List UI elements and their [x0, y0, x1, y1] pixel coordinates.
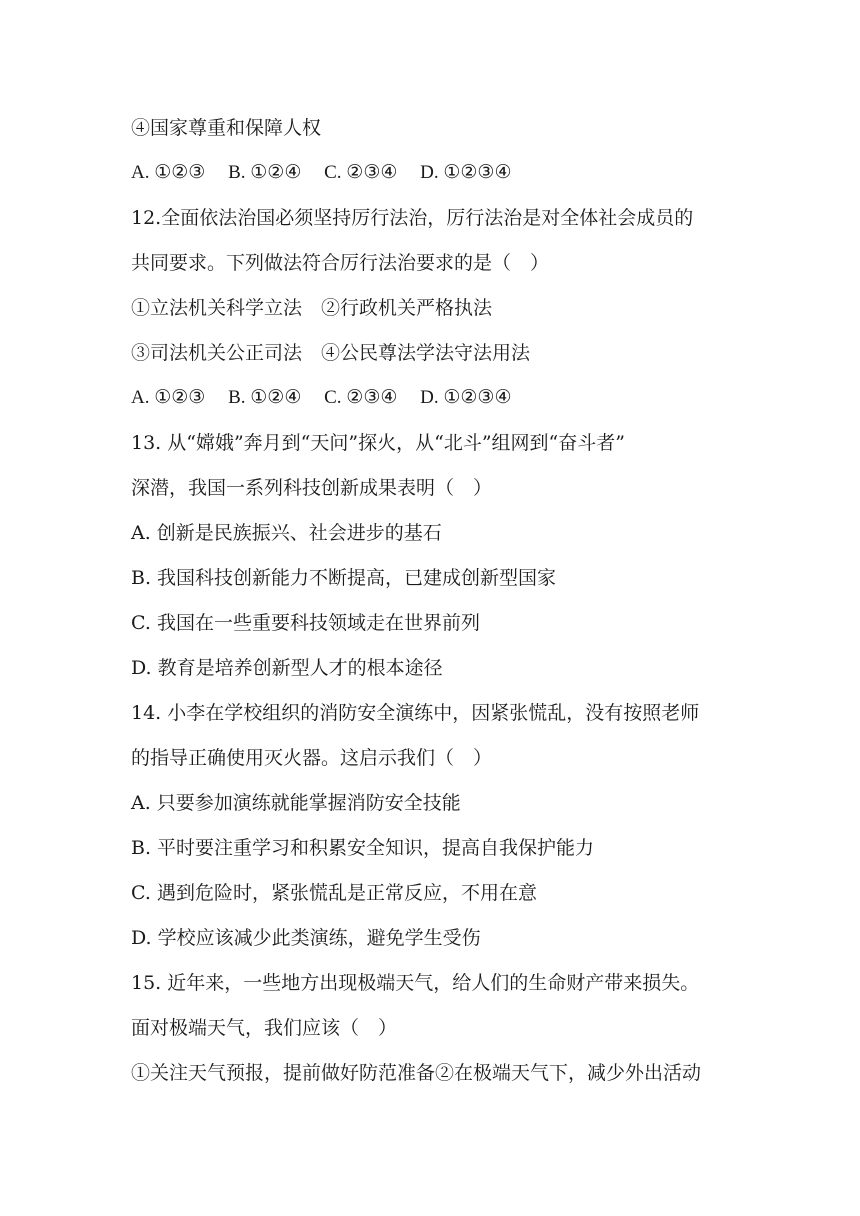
- q11-option-c: C. ②③④: [324, 162, 398, 183]
- q14-stem-line-2: 的指导正确使用灭火器。这启示我们（ ）: [131, 747, 493, 769]
- q15-stem-line-2: 面对极端天气，我们应该（ ）: [131, 1017, 398, 1039]
- q13-option-d: D. 教育是培养创新型人才的根本途径: [131, 657, 443, 679]
- q12-option-d: D. ①②③④: [420, 387, 512, 408]
- q12-stem-line-2: 共同要求。下列做法符合厉行法治要求的是（ ）: [131, 252, 550, 274]
- q14-option-d: D. 学校应该减少此类演练，避免学生受伤: [131, 927, 481, 949]
- q12-statements-3-4: ③司法机关公正司法 ④公民尊法学法守法用法: [131, 342, 531, 364]
- q12-option-c: C. ②③④: [324, 387, 398, 408]
- q14-option-b: B. 平时要注重学习和积累安全知识，提高自我保护能力: [131, 837, 595, 859]
- q12-option-b: B. ①②④: [228, 387, 302, 408]
- q13-option-a: A. 创新是民族振兴、社会进步的基石: [131, 522, 442, 544]
- q11-statement-4: ④国家尊重和保障人权: [131, 117, 322, 139]
- q12-option-a: A. ①②③: [131, 387, 206, 408]
- q15-stem-line-1: 15. 近年来，一些地方出现极端天气，给人们的生命财产带来损失。: [131, 972, 700, 994]
- q12-stem-line-1: 12.全面依法治国必须坚持厉行法治，厉行法治是对全体社会成员的: [131, 207, 694, 229]
- q11-options: [131, 161, 512, 185]
- q13-stem-line-1: 13. 从“嫦娥”奔月到“天问”探火，从“北斗”组网到“奋斗者”: [131, 432, 625, 454]
- q15-statements-1-2: ①关注天气预报，提前做好防范准备②在极端天气下，减少外出活动: [131, 1062, 702, 1084]
- q14-option-c: C. 遇到危险时，紧张慌乱是正常反应，不用在意: [131, 882, 537, 904]
- q13-stem-line-2: 深潜，我国一系列科技创新成果表明（ ）: [131, 477, 493, 499]
- q14-stem-line-1: 14. 小李在学校组织的消防安全演练中，因紧张慌乱，没有按照老师: [131, 702, 700, 724]
- q13-option-b: B. 我国科技创新能力不断提高，已建成创新型国家: [131, 567, 557, 589]
- q12-statements-1-2: ①立法机关科学立法 ②行政机关严格执法: [131, 297, 493, 319]
- q11-option-b: B. ①②④: [228, 162, 302, 183]
- q14-option-a: A. 只要参加演练就能掌握消防安全技能: [131, 792, 461, 814]
- q11-option-d: D. ①②③④: [420, 162, 512, 183]
- q12-options: [131, 386, 512, 410]
- q11-option-a: A. ①②③: [131, 162, 206, 183]
- q13-option-c: C. 我国在一些重要科技领域走在世界前列: [131, 612, 480, 634]
